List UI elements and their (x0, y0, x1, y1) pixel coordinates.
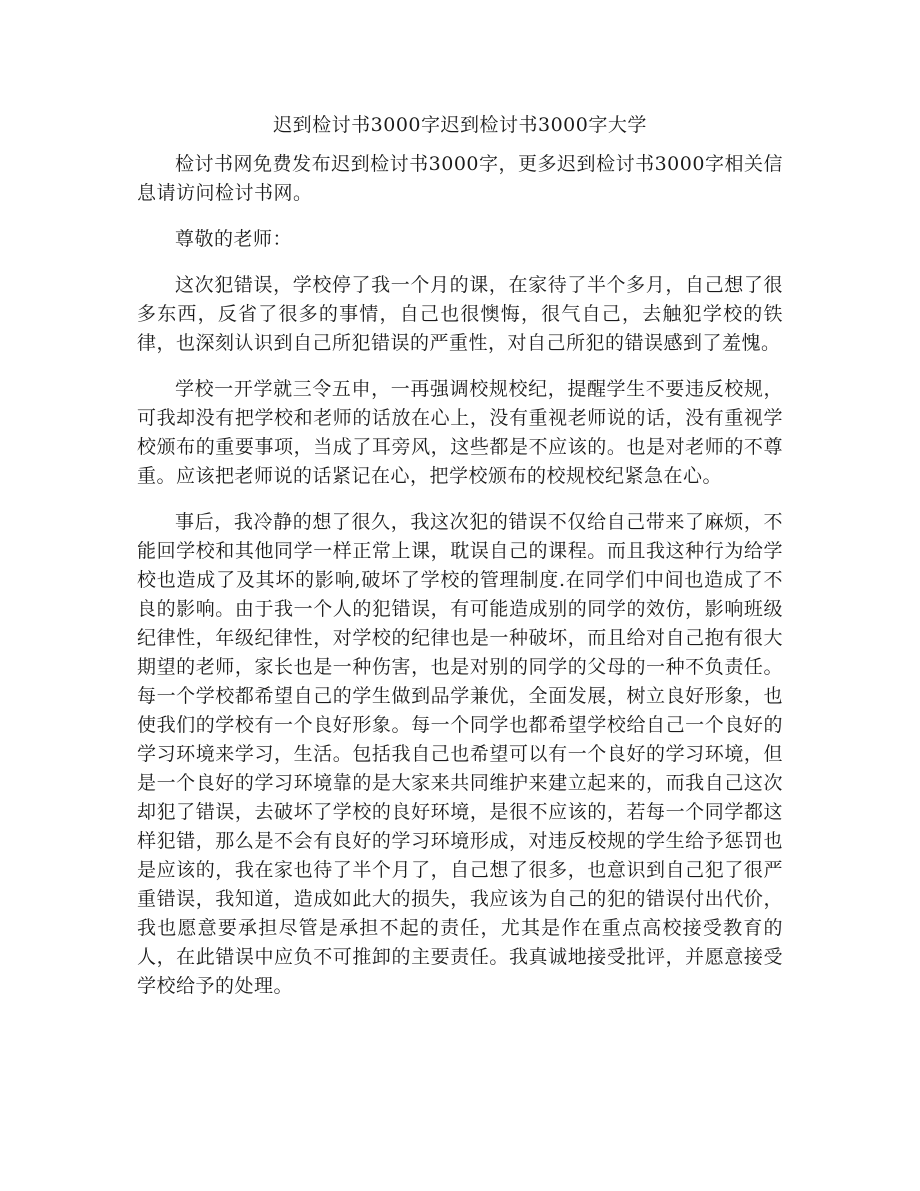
body-paragraph-1: 这次犯错误，学校停了我一个月的课，在家待了半个多月，自己想了很多东西，反省了很多的事情，自己也很懊悔，很气自己，去触犯学校的铁律，也深刻认识到自己所犯错误的严重性，对自己所犯的错误感到了羞愧。 (137, 274, 783, 354)
intro-paragraph: 检讨书网免费发布迟到检讨书3000字，更多迟到检讨书3000字相关信息请访问检讨书网。 (137, 153, 783, 204)
document-body (137, 150, 783, 1018)
salutation: 尊敬的老师： (175, 228, 293, 250)
body-paragraph-3: 事后，我冷静的想了很久，我这次犯的错误不仅给自己带来了麻烦，不能回学校和其他同学一样正常上课，耽误自己的课程。而且我这种行为给学校也造成了及其坏的影响,破坏了学校的管理制度.在同学们中间也造成了不良的影响。由于我一个人的犯错误，有可能造成别的同学的效仿，影响班级纪律性，年级纪律性，对学校的纪律也是一种破坏，而且给对自己抱有很大期望的老师，家长也是一种伤害，也是对别的同学的父母的一种不负责任。每一个学校都希望自己的学生做到品学兼优，全面发展，树立良好形象，也使我们的学校有一个良好形象。每一个同学也都希望学校给自己一个良好的学习环境来学习，生活。包括我自己也希望可以有一个良好的学习环境，但是一个良好的学习环境靠的是大家来共同维护来建立起来的，而我自己这次却犯了错误，去破坏了学校的良好环境，是很不应该的，若每一个同学都这样犯错，那么是不会有良好的学习环境形成，对违反校规的学生给予惩罚也是应该的，我在家也待了半个月了，自己想了很多，也意识到自己犯了很严重错误，我知道，造成如此大的损失，我应该为自己的犯的错误付出代价，我也愿意要承担尽管是承担不起的责任，尤其是作在重点高校接受教育的人，在此错误中应负不可推卸的主要责任。我真诚地接受批评，并愿意接受学校给予的处理。 (137, 511, 783, 997)
body-paragraph-2: 学校一开学就三令五申，一再强调校规校纪，提醒学生不要违反校规，可我却没有把学校和老师的话放在心上，没有重视老师说的话，没有重视学校颁布的重要事项，当成了耳旁风，这些都是不应该的。也是对老师的不尊重。应该把老师说的话紧记在心，把学校颁布的校规校纪紧急在心。 (137, 378, 783, 487)
document-title: 迟到检讨书3000字迟到检讨书3000字大学 (273, 114, 647, 136)
